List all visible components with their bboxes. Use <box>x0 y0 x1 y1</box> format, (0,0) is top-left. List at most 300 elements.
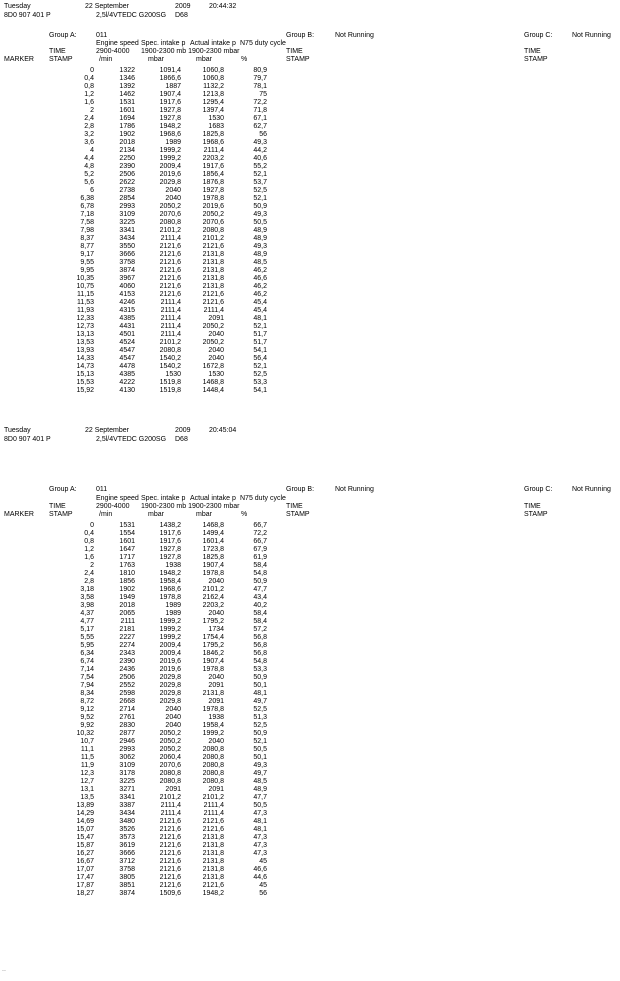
cell-engine-speed: 4501 <box>119 331 135 338</box>
cell-time: 2,8 <box>84 578 94 585</box>
cell-actual-intake: 2121,6 <box>202 882 224 889</box>
cell-engine-speed: 2390 <box>119 658 135 665</box>
cell-engine-speed: 2134 <box>119 147 135 154</box>
cell-spec-intake: 2040 <box>165 714 181 721</box>
cell-engine-speed: 3434 <box>119 235 135 242</box>
table-row <box>0 107 620 115</box>
cell-n75: 43,4 <box>253 594 267 601</box>
cell-engine-speed: 2854 <box>119 195 135 202</box>
cell-engine-speed: 2436 <box>119 666 135 673</box>
cell-engine-speed: 4385 <box>119 371 135 378</box>
table-row <box>0 91 620 99</box>
cell-time: 4 <box>90 147 94 154</box>
cell-spec-intake: 1989 <box>165 610 181 617</box>
cell-spec-intake: 2080,8 <box>159 778 181 785</box>
cell-n75: 56 <box>259 131 267 138</box>
table-row <box>0 626 620 634</box>
cell-n75: 54,1 <box>253 387 267 394</box>
cell-time: 15,92 <box>76 387 94 394</box>
cell-engine-speed: 1531 <box>119 522 135 529</box>
table-row <box>0 842 620 850</box>
cell-spec-intake: 2121,6 <box>159 283 181 290</box>
cell-spec-intake: 1999,2 <box>159 147 181 154</box>
cell-engine-speed: 3341 <box>119 794 135 801</box>
cell-spec-intake: 1917,6 <box>159 99 181 106</box>
table-row <box>0 171 620 179</box>
table-row <box>0 714 620 722</box>
table-row <box>0 203 620 211</box>
cell-time: 5,95 <box>80 642 94 649</box>
cell-spec-intake: 1958,4 <box>159 578 181 585</box>
table-row <box>0 706 620 714</box>
table-row <box>0 802 620 810</box>
table-row <box>0 219 620 227</box>
cell-spec-intake: 1927,8 <box>159 115 181 122</box>
cell-n75: 49,3 <box>253 243 267 250</box>
cell-actual-intake: 1795,2 <box>202 642 224 649</box>
table-row <box>0 115 620 123</box>
cell-engine-speed: 1694 <box>119 115 135 122</box>
table-row <box>0 307 620 315</box>
cell-engine-speed: 2877 <box>119 730 135 737</box>
unit-pct: % <box>241 511 248 518</box>
cell-actual-intake: 2101,2 <box>202 586 224 593</box>
cell-spec-intake: 2050,2 <box>159 738 181 745</box>
cell-n75: 66,7 <box>253 538 267 545</box>
cell-n75: 54,8 <box>253 570 267 577</box>
cell-time: 14,33 <box>76 355 94 362</box>
cell-engine-speed: 1902 <box>119 131 135 138</box>
cell-time: 4,8 <box>84 163 94 170</box>
cell-engine-speed: 2552 <box>119 682 135 689</box>
cell-engine-speed: 2993 <box>119 203 135 210</box>
table-row <box>0 746 620 754</box>
cell-actual-intake: 2131,8 <box>202 850 224 857</box>
table-row <box>0 858 620 866</box>
table-row <box>0 139 620 147</box>
cell-actual-intake: 2131,8 <box>202 259 224 266</box>
cell-spec-intake: 2009,4 <box>159 163 181 170</box>
table-row <box>0 179 620 187</box>
cell-actual-intake: 1825,8 <box>202 554 224 561</box>
marker-label: MARKER <box>4 56 34 63</box>
table-row <box>0 674 620 682</box>
cell-n75: 48,5 <box>253 259 267 266</box>
cell-n75: 48,1 <box>253 315 267 322</box>
cell-time: 3,58 <box>80 594 94 601</box>
cell-n75: 50,1 <box>253 754 267 761</box>
table-row <box>0 658 620 666</box>
table-row <box>0 778 620 786</box>
table-row <box>0 379 620 387</box>
table-row <box>0 331 620 339</box>
cell-time: 0,4 <box>84 75 94 82</box>
cell-spec-intake: 2060,4 <box>159 754 181 761</box>
cell-n75: 56 <box>259 890 267 897</box>
table-row <box>0 602 620 610</box>
cell-n75: 50,5 <box>253 802 267 809</box>
cell-n75: 66,7 <box>253 522 267 529</box>
cell-n75: 48,9 <box>253 251 267 258</box>
cell-actual-intake: 2131,8 <box>202 842 224 849</box>
cell-n75: 48,9 <box>253 235 267 242</box>
cell-time: 4,4 <box>84 155 94 162</box>
cell-actual-intake: 2040 <box>208 738 224 745</box>
cell-n75: 44,6 <box>253 874 267 881</box>
group-c-stamp: STAMP <box>524 511 548 518</box>
cell-spec-intake: 2121,6 <box>159 842 181 849</box>
table-row <box>0 698 620 706</box>
header-engine: 2,5l/4VTEDC G200SG <box>96 12 167 19</box>
cell-spec-intake: 1989 <box>165 139 181 146</box>
cell-time: 8,77 <box>80 243 94 250</box>
cell-spec-intake: 1519,8 <box>159 387 181 394</box>
cell-engine-speed: 2830 <box>119 722 135 729</box>
table-row <box>0 315 620 323</box>
cell-actual-intake: 2162,4 <box>202 594 224 601</box>
cell-spec-intake: 2111,4 <box>160 299 181 306</box>
cell-spec-intake: 1968,6 <box>159 131 181 138</box>
cell-actual-intake: 2131,8 <box>202 283 224 290</box>
header-coding: D68 <box>175 12 188 19</box>
cell-actual-intake: 2131,8 <box>202 866 224 873</box>
cell-n75: 54,8 <box>253 658 267 665</box>
cell-actual-intake: 2111,4 <box>203 147 224 154</box>
cell-n75: 47,3 <box>253 850 267 857</box>
cell-spec-intake: 1927,8 <box>159 107 181 114</box>
table-row <box>0 570 620 578</box>
cell-actual-intake: 2101,2 <box>202 794 224 801</box>
cell-actual-intake: 1978,8 <box>202 570 224 577</box>
cell-spec-intake: 2121,6 <box>159 267 181 274</box>
cell-actual-intake: 1734 <box>208 626 224 633</box>
cell-spec-intake: 2121,6 <box>159 291 181 298</box>
table-row <box>0 810 620 818</box>
header-time: 20:45:04 <box>209 427 237 434</box>
range-spec-actual: 1900-2300 mb 1900-2300 mbar <box>141 48 240 55</box>
cell-actual-intake: 1530 <box>208 371 224 378</box>
marker-label: MARKER <box>4 511 34 518</box>
cell-time: 12,33 <box>76 315 94 322</box>
cell-spec-intake: 2101,2 <box>159 794 181 801</box>
cell-engine-speed: 1346 <box>119 75 135 82</box>
cell-actual-intake: 2091 <box>208 682 224 689</box>
table-row <box>0 67 620 75</box>
cell-spec-intake: 1948,2 <box>159 570 181 577</box>
cell-n75: 40,2 <box>253 602 267 609</box>
cell-n75: 67,9 <box>253 546 267 553</box>
cell-n75: 47,7 <box>253 794 267 801</box>
group-b-stamp: STAMP <box>286 56 310 63</box>
group-c-time: TIME <box>524 503 541 510</box>
cell-engine-speed: 3178 <box>119 770 135 777</box>
cell-actual-intake: 2050,2 <box>202 211 224 218</box>
cell-time: 15,07 <box>76 826 94 833</box>
cell-actual-intake: 2040 <box>208 610 224 617</box>
cell-actual-intake: 1795,2 <box>202 618 224 625</box>
cell-actual-intake: 1846,2 <box>202 650 224 657</box>
cell-actual-intake: 2203,2 <box>202 602 224 609</box>
cell-engine-speed: 2761 <box>119 714 135 721</box>
table-row <box>0 211 620 219</box>
group-b-value: Not Running <box>335 32 374 39</box>
cell-actual-intake: 1723,8 <box>202 546 224 553</box>
cell-n75: 50,5 <box>253 219 267 226</box>
table-row <box>0 786 620 794</box>
cell-engine-speed: 3573 <box>119 834 135 841</box>
cell-spec-intake: 2111,4 <box>160 307 181 314</box>
table-row <box>0 195 620 203</box>
cell-engine-speed: 1647 <box>119 546 135 553</box>
cell-actual-intake: 2040 <box>208 331 224 338</box>
header-day: Tuesday <box>4 427 31 434</box>
cell-n75: 61,9 <box>253 554 267 561</box>
group-c-value: Not Running <box>572 32 611 39</box>
cell-n75: 55,2 <box>253 163 267 170</box>
cell-n75: 58,4 <box>253 618 267 625</box>
cell-time: 0,8 <box>84 83 94 90</box>
table-row <box>0 371 620 379</box>
cell-actual-intake: 1601,4 <box>202 538 224 545</box>
group-a-label: Group A: <box>49 486 77 493</box>
cell-spec-intake: 2101,2 <box>159 339 181 346</box>
cell-n75: 62,7 <box>253 123 267 130</box>
cell-n75: 49,7 <box>253 698 267 705</box>
cell-engine-speed: 2668 <box>119 698 135 705</box>
header-day: Tuesday <box>4 3 31 10</box>
cell-n75: 56,4 <box>253 355 267 362</box>
table-row <box>0 866 620 874</box>
cell-spec-intake: 1509,6 <box>159 890 181 897</box>
range-spec-actual: 1900-2300 mb 1900-2300 mbar <box>141 503 240 510</box>
table-row <box>0 618 620 626</box>
cell-n75: 79,7 <box>253 75 267 82</box>
cell-actual-intake: 2091 <box>208 315 224 322</box>
cell-spec-intake: 2121,6 <box>159 866 181 873</box>
table-row <box>0 323 620 331</box>
cell-actual-intake: 2121,6 <box>202 299 224 306</box>
cell-engine-speed: 1601 <box>119 538 135 545</box>
table-row <box>0 267 620 275</box>
cell-n75: 52,5 <box>253 706 267 713</box>
cell-time: 0 <box>90 67 94 74</box>
cell-time: 12,73 <box>76 323 94 330</box>
cell-spec-intake: 2029,8 <box>159 674 181 681</box>
cell-engine-speed: 1531 <box>119 99 135 106</box>
cell-time: 9,92 <box>80 722 94 729</box>
table-row <box>0 722 620 730</box>
unit-rpm: /min <box>99 511 113 518</box>
cell-spec-intake: 1866,6 <box>159 75 181 82</box>
cell-actual-intake: 1917,6 <box>202 163 224 170</box>
cell-actual-intake: 1448,4 <box>202 387 224 394</box>
cell-engine-speed: 1856 <box>119 578 135 585</box>
stamp-label: STAMP <box>49 511 73 518</box>
cell-spec-intake: 2019,6 <box>159 171 181 178</box>
cell-engine-speed: 1763 <box>119 562 135 569</box>
cell-spec-intake: 1540,2 <box>159 363 181 370</box>
cell-n75: 47,3 <box>253 810 267 817</box>
cell-actual-intake: 1978,8 <box>202 706 224 713</box>
cell-n75: 56,8 <box>253 642 267 649</box>
table-row <box>0 123 620 131</box>
table-row <box>0 283 620 291</box>
cell-spec-intake: 2121,6 <box>159 826 181 833</box>
cell-engine-speed: 3550 <box>119 243 135 250</box>
cell-spec-intake: 2121,6 <box>159 858 181 865</box>
cell-time: 8,37 <box>80 235 94 242</box>
cell-actual-intake: 2131,8 <box>202 858 224 865</box>
cell-n75: 58,4 <box>253 610 267 617</box>
table-row <box>0 291 620 299</box>
cell-engine-speed: 3387 <box>119 802 135 809</box>
cell-spec-intake: 1927,8 <box>159 546 181 553</box>
cell-n75: 67,1 <box>253 115 267 122</box>
cell-time: 3,6 <box>84 139 94 146</box>
cell-n75: 80,9 <box>253 67 267 74</box>
cell-time: 5,17 <box>80 626 94 633</box>
cell-spec-intake: 1927,8 <box>159 554 181 561</box>
footer-mark: .. <box>2 966 6 973</box>
cell-time: 6,34 <box>80 650 94 657</box>
cell-spec-intake: 2121,6 <box>159 882 181 889</box>
cell-n75: 71,8 <box>253 107 267 114</box>
cell-engine-speed: 1554 <box>119 530 135 537</box>
cell-n75: 46,2 <box>253 283 267 290</box>
table-row <box>0 634 620 642</box>
cell-engine-speed: 2714 <box>119 706 135 713</box>
cell-actual-intake: 1927,8 <box>202 187 224 194</box>
cell-engine-speed: 1601 <box>119 107 135 114</box>
cell-engine-speed: 3480 <box>119 818 135 825</box>
cell-spec-intake: 1907,4 <box>159 91 181 98</box>
cell-engine-speed: 4431 <box>119 323 135 330</box>
cell-actual-intake: 1397,4 <box>202 107 224 114</box>
unit-spec: mbar <box>148 56 164 63</box>
cell-engine-speed: 2390 <box>119 163 135 170</box>
cell-engine-speed: 1786 <box>119 123 135 130</box>
cell-actual-intake: 2080,8 <box>202 754 224 761</box>
cell-spec-intake: 1540,2 <box>159 355 181 362</box>
cell-spec-intake: 2121,6 <box>159 259 181 266</box>
cell-engine-speed: 2622 <box>119 179 135 186</box>
cell-actual-intake: 2040 <box>208 674 224 681</box>
cell-engine-speed: 2065 <box>119 610 135 617</box>
cell-time: 11,5 <box>80 754 94 761</box>
table-row <box>0 339 620 347</box>
col-spec-intake: Spec. intake p <box>141 495 186 502</box>
cell-actual-intake: 2131,8 <box>202 834 224 841</box>
cell-actual-intake: 1999,2 <box>202 730 224 737</box>
cell-n75: 40,6 <box>253 155 267 162</box>
cell-time: 1,6 <box>84 554 94 561</box>
cell-engine-speed: 4060 <box>119 283 135 290</box>
table-row <box>0 387 620 395</box>
cell-spec-intake: 1948,2 <box>159 123 181 130</box>
group-c-label: Group C: <box>524 32 553 39</box>
cell-n75: 58,4 <box>253 562 267 569</box>
cell-spec-intake: 2121,6 <box>159 834 181 841</box>
cell-engine-speed: 3109 <box>119 762 135 769</box>
cell-time: 7,94 <box>80 682 94 689</box>
cell-engine-speed: 1462 <box>119 91 135 98</box>
cell-n75: 56,8 <box>253 650 267 657</box>
cell-n75: 51,7 <box>253 331 267 338</box>
cell-n75: 46,6 <box>253 275 267 282</box>
cell-time: 16,27 <box>76 850 94 857</box>
table-row <box>0 762 620 770</box>
cell-time: 13,1 <box>80 786 94 793</box>
cell-spec-intake: 2070,6 <box>159 211 181 218</box>
col-n75: N75 duty cycle <box>240 40 286 47</box>
cell-time: 5,55 <box>80 634 94 641</box>
cell-time: 13,5 <box>80 794 94 801</box>
cell-time: 17,47 <box>76 874 94 881</box>
cell-spec-intake: 2029,8 <box>159 698 181 705</box>
group-a-label: Group A: <box>49 32 77 39</box>
col-engine-speed: Engine speed <box>96 495 139 502</box>
cell-actual-intake: 2121,6 <box>202 291 224 298</box>
cell-spec-intake: 1917,6 <box>159 538 181 545</box>
cell-time: 0 <box>90 522 94 529</box>
cell-actual-intake: 2121,6 <box>202 818 224 825</box>
cell-spec-intake: 2121,6 <box>159 275 181 282</box>
cell-spec-intake: 1978,8 <box>159 594 181 601</box>
group-b-time: TIME <box>286 503 303 510</box>
cell-actual-intake: 2101,2 <box>202 235 224 242</box>
cell-n75: 48,5 <box>253 778 267 785</box>
cell-spec-intake: 2029,8 <box>159 682 181 689</box>
cell-time: 10,35 <box>76 275 94 282</box>
cell-n75: 47,3 <box>253 842 267 849</box>
cell-engine-speed: 4130 <box>119 387 135 394</box>
table-row <box>0 874 620 882</box>
cell-actual-intake: 1958,4 <box>202 722 224 729</box>
cell-time: 12,7 <box>80 778 94 785</box>
cell-spec-intake: 1999,2 <box>159 634 181 641</box>
cell-time: 5,2 <box>84 171 94 178</box>
cell-time: 4,37 <box>80 610 94 617</box>
cell-n75: 72,2 <box>253 99 267 106</box>
cell-time: 1,2 <box>84 91 94 98</box>
cell-engine-speed: 1392 <box>119 83 135 90</box>
cell-actual-intake: 1754,4 <box>202 634 224 641</box>
cell-n75: 48,1 <box>253 690 267 697</box>
cell-spec-intake: 2050,2 <box>159 203 181 210</box>
cell-n75: 45,4 <box>253 299 267 306</box>
cell-actual-intake: 1213,8 <box>202 91 224 98</box>
cell-time: 7,54 <box>80 674 94 681</box>
cell-spec-intake: 2101,2 <box>159 227 181 234</box>
cell-time: 7,98 <box>80 227 94 234</box>
cell-engine-speed: 4478 <box>119 363 135 370</box>
cell-actual-intake: 2203,2 <box>202 155 224 162</box>
table-row <box>0 818 620 826</box>
cell-spec-intake: 2009,4 <box>159 650 181 657</box>
cell-time: 15,13 <box>76 371 94 378</box>
cell-engine-speed: 3225 <box>119 778 135 785</box>
cell-n75: 46,2 <box>253 267 267 274</box>
cell-actual-intake: 1978,8 <box>202 666 224 673</box>
cell-time: 1,6 <box>84 99 94 106</box>
cell-actual-intake: 1907,4 <box>202 562 224 569</box>
table-row <box>0 890 620 898</box>
cell-actual-intake: 1499,4 <box>202 530 224 537</box>
cell-engine-speed: 3851 <box>119 882 135 889</box>
cell-time: 17,07 <box>76 866 94 873</box>
cell-time: 14,73 <box>76 363 94 370</box>
cell-spec-intake: 2111,4 <box>160 331 181 338</box>
